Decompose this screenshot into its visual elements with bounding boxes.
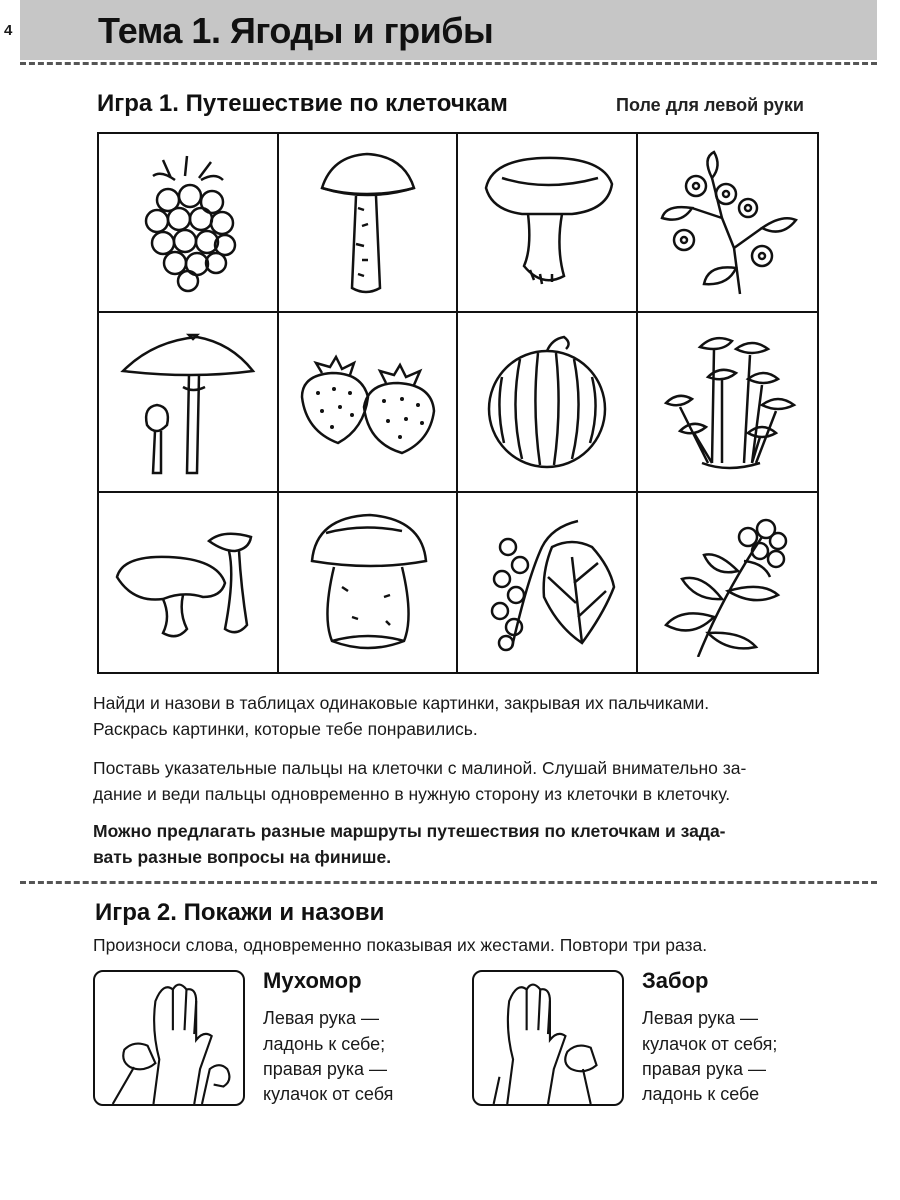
gesture-line: ладонь к себе; [263, 1034, 386, 1054]
game1-title: Игра 1. Путешествие по клеточкам [97, 90, 508, 117]
divider [20, 62, 877, 65]
grid-cell[interactable] [458, 134, 638, 313]
gesture-line: ладонь к себе [642, 1084, 760, 1104]
instruction-1 [93, 690, 833, 742]
grid-cell[interactable] [458, 493, 638, 672]
milk-cap-mushroom-icon [472, 148, 622, 298]
gesture-line: кулачок от себя; [642, 1034, 778, 1054]
page-title: Тема 1. Ягоды и грибы [98, 10, 494, 51]
instruction-2-line: дание и веди пальцы одновременно в нужную сторону из клеточки в клеточку. [93, 784, 731, 804]
hands-gesture-icon [95, 972, 243, 1104]
gesture-line: правая рука — [642, 1059, 766, 1079]
gesture-picture [93, 970, 245, 1106]
gesture-line: кулачок от себя [263, 1084, 394, 1104]
teacher-note-line: Можно предлагать разные маршруты путешествия по клеточкам и зада- [93, 821, 726, 841]
porcini-mushroom-icon [292, 507, 442, 657]
instruction-2-line: Поставь указательные пальцы на клеточки с малиной. Слушай внимательно за- [93, 758, 747, 778]
teacher-note-line: вать разные вопросы на финише. [93, 847, 392, 867]
grid-cell[interactable] [279, 313, 459, 492]
gesture-title: Забор [642, 968, 709, 993]
grid-cell[interactable] [638, 493, 818, 672]
raspberry-icon [113, 148, 263, 298]
blueberry-branch-icon [652, 148, 802, 298]
watermelon-icon [472, 327, 622, 477]
picture-grid [97, 132, 819, 674]
chanterelle-mushrooms-icon [113, 507, 263, 657]
instruction-2 [93, 755, 833, 807]
gesture-line: правая рука — [263, 1059, 387, 1079]
instruction-1-line: Найди и назови в таблицах одинаковые картинки, закрывая их пальчиками. [93, 693, 710, 713]
game2-instruction: Произноси слова, одновременно показывая их жестами. Повтори три раза. [93, 935, 708, 955]
currant-branch-icon [472, 507, 622, 657]
grid-cell[interactable] [279, 134, 459, 313]
grid-cell[interactable] [99, 134, 279, 313]
gesture-title: Мухомор [263, 968, 362, 993]
strawberries-icon [292, 327, 442, 477]
page-number: 4 [4, 22, 13, 39]
divider [20, 881, 877, 884]
grid-cell[interactable] [638, 313, 818, 492]
parasol-mushroom-icon [113, 327, 263, 477]
gesture-picture [472, 970, 624, 1106]
instruction-1-line: Раскрась картинки, которые тебе понравились. [93, 719, 478, 739]
grid-cell[interactable] [458, 313, 638, 492]
honey-mushrooms-icon [652, 327, 802, 477]
grid-cell[interactable] [279, 493, 459, 672]
field-label: Поле для левой руки [616, 95, 804, 115]
lingonberry-branch-icon [652, 507, 802, 657]
grid-cell[interactable] [99, 313, 279, 492]
gesture-line: Левая рука — [263, 1008, 380, 1028]
grid-cell[interactable] [638, 134, 818, 313]
teacher-note [93, 818, 833, 870]
bolete-mushroom-icon [292, 148, 442, 298]
grid-cell[interactable] [99, 493, 279, 672]
hands-gesture-icon [474, 972, 622, 1104]
gesture-line: Левая рука — [642, 1008, 759, 1028]
game2-title: Игра 2. Покажи и назови [95, 899, 385, 926]
